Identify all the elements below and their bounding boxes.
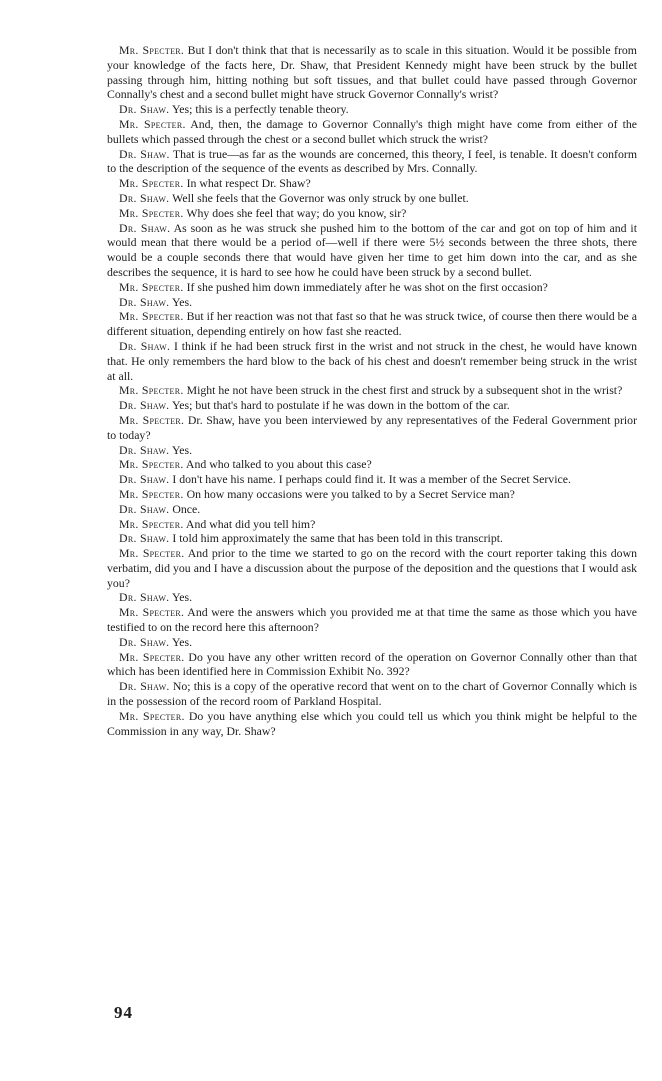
utterance: And prior to the time we started to go on the record with the court reporter taking this down verbatim, did you and I have a discussion about the purpose of the deposition and the questions that I would ask you? — [107, 546, 637, 590]
transcript-paragraph — [107, 502, 637, 517]
speaker-name: Mr. Specter. — [119, 605, 185, 620]
speaker-name: Dr. Shaw. — [119, 501, 170, 516]
utterance: I told him approximately the same that has been told in this transcript. — [169, 531, 503, 546]
transcript-paragraph — [107, 117, 637, 147]
speaker-name: Mr. Specter. — [119, 383, 184, 398]
transcript-paragraph — [107, 309, 637, 339]
speaker-name: Dr. Shaw. — [119, 679, 170, 694]
utterance: Might he not have been struck in the chest first and struck by a subsequent shot in the wrist? — [183, 383, 623, 398]
speaker-name: Dr. Shaw. — [119, 472, 170, 487]
utterance: But I don't think that that is necessarily as to scale in this situation. Would it be possible from your knowledge of the facts here, Dr. Shaw, that President Kennedy might have been struck by the bullet passing through him, hitting nothing but soft tissues, and that bullet could have passed through Governor Connally's chest and a second bullet might have struck Governor Connally's wrist? — [107, 43, 637, 102]
utterance: But if her reaction was not that fast so that he was struck twice, of course then there would be a different situation, depending entirely on how fast she reacted. — [107, 309, 637, 339]
transcript-body — [107, 43, 637, 738]
utterance: Yes. — [169, 442, 193, 457]
page-number: 94 — [114, 1003, 133, 1022]
speaker-name: Dr. Shaw. — [119, 338, 171, 353]
speaker-name: Dr. Shaw. — [119, 590, 170, 605]
transcript-paragraph — [107, 147, 637, 177]
transcript-paragraph — [107, 472, 637, 487]
transcript-paragraph — [107, 635, 637, 650]
transcript-paragraph — [107, 102, 637, 117]
speaker-name: Mr. Specter. — [119, 516, 184, 531]
utterance: And what did you tell him? — [183, 516, 316, 531]
utterance: On how many occasions were you talked to by a Secret Service man? — [183, 486, 515, 501]
utterance: Yes; this is a perfectly tenable theory. — [169, 102, 349, 117]
utterance: That is true—as far as the wounds are concerned, this theory, I feel, is tenable. It doesn't conform to the description of the sequence of the events as described by Mrs. Connally. — [107, 146, 637, 176]
speaker-name: Dr. Shaw. — [119, 634, 170, 649]
transcript-paragraph — [107, 413, 637, 443]
transcript-paragraph — [107, 605, 637, 635]
speaker-name: Mr. Specter. — [119, 486, 184, 501]
transcript-paragraph — [107, 221, 637, 280]
utterance: If she pushed him down immediately after he was shot on the first occasion? — [183, 279, 548, 294]
transcript-paragraph — [107, 531, 637, 546]
utterance: In what respect Dr. Shaw? — [183, 176, 311, 191]
speaker-name: Dr. Shaw. — [119, 102, 170, 117]
transcript-paragraph — [107, 443, 637, 458]
utterance: Do you have anything else which you could tell us which you think might be helpful to the Commission in any way, Dr. Shaw? — [107, 708, 637, 738]
transcript-paragraph — [107, 590, 637, 605]
utterance: Why does she feel that way; do you know, sir? — [183, 205, 407, 220]
utterance: No; this is a copy of the operative record that went on to the chart of Governor Connally which is in the possession of the record room of Parkland Hospital. — [107, 679, 637, 709]
transcript-paragraph — [107, 457, 637, 472]
utterance: Do you have any other written record of the operation on Governor Connally other than that which has been identified here in Commission Exhibit No. 392? — [107, 649, 637, 679]
transcript-paragraph — [107, 206, 637, 221]
utterance: Dr. Shaw, have you been interviewed by any representatives of the Federal Government prior to today? — [107, 412, 637, 442]
utterance: I don't have his name. I perhaps could find it. It was a member of the Secret Service. — [169, 472, 571, 487]
utterance: Yes. — [169, 590, 193, 605]
speaker-name: Dr. Shaw. — [119, 190, 170, 205]
transcript-paragraph — [107, 546, 637, 590]
speaker-name: Dr. Shaw. — [119, 146, 170, 161]
transcript-paragraph — [107, 398, 637, 413]
speaker-name: Mr. Specter. — [119, 546, 185, 561]
transcript-paragraph — [107, 650, 637, 680]
speaker-name: Dr. Shaw. — [119, 442, 170, 457]
transcript-paragraph — [107, 517, 637, 532]
speaker-name: Mr. Specter. — [119, 43, 185, 57]
speaker-name: Mr. Specter. — [119, 309, 184, 324]
speaker-name: Mr. Specter. — [119, 412, 185, 427]
transcript-paragraph — [107, 383, 637, 398]
transcript-paragraph — [107, 679, 637, 709]
transcript-paragraph — [107, 280, 637, 295]
transcript-paragraph — [107, 191, 637, 206]
speaker-name: Mr. Specter. — [119, 176, 184, 191]
transcript-paragraph — [107, 487, 637, 502]
utterance: As soon as he was struck she pushed him to the bottom of the car and got on top of him and it would mean that there would be a period of—well if there were 5½ seconds between the three shots, there would be a couple seconds there that would have given her time to get him down into the car, and as she describes the sequence, it is hard to see how he could have been struck by a second bullet. — [107, 220, 637, 279]
speaker-name: Dr. Shaw. — [119, 294, 170, 309]
utterance: Once. — [169, 501, 201, 516]
transcript-paragraph — [107, 176, 637, 191]
speaker-name: Mr. Specter. — [119, 279, 184, 294]
utterance: And were the answers which you provided me at that time the same as those which you have testified to on the record here this afternoon? — [107, 605, 637, 635]
utterance: Yes. — [169, 634, 193, 649]
speaker-name: Mr. Specter. — [119, 649, 185, 664]
utterance: And who talked to you about this case? — [183, 457, 372, 472]
speaker-name: Mr. Specter. — [119, 708, 185, 723]
speaker-name: Mr. Specter. — [119, 457, 184, 472]
transcript-paragraph — [107, 709, 637, 739]
utterance: I think if he had been struck first in the wrist and not struck in the chest, he would have known that. He only remembers the hard blow to the back of his chest and doesn't remember being struck in the wrist at all. — [107, 338, 637, 383]
transcript-paragraph — [107, 43, 637, 102]
speaker-name: Dr. Shaw. — [119, 398, 170, 413]
speaker-name: Mr. Specter. — [119, 205, 184, 220]
utterance: And, then, the damage to Governor Connally's thigh might have come from either of the bullets which passed through the chest or a second bullet which struck the wrist? — [107, 116, 637, 146]
utterance: Yes. — [169, 294, 193, 309]
speaker-name: Mr. Specter. — [119, 116, 186, 131]
speaker-name: Dr. Shaw. — [119, 531, 170, 546]
speaker-name: Dr. Shaw. — [119, 220, 171, 235]
utterance: Yes; but that's hard to postulate if he was down in the bottom of the car. — [169, 398, 510, 413]
utterance: Well she feels that the Governor was only struck by one bullet. — [169, 190, 469, 205]
transcript-paragraph — [107, 339, 637, 383]
transcript-paragraph — [107, 295, 637, 310]
